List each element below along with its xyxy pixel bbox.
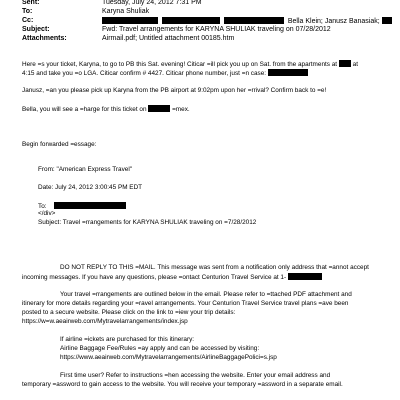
body-text: Janusz, =an you please pick up Karyna from the PB airport at 9:02pm upon her =rrival? Confirm back to =e! [22,87,327,94]
body-paragraph-2 [22,87,378,95]
cc-value [102,17,392,26]
travel-line-1: Your travel =rrangements are outlined below in the email. Please refer to =ttached PDF attachment and [60,291,352,298]
dnr-line-1: DO NOT REPLY TO THIS =MAIL. This message was sent from a notification only address that =annot accept [60,264,369,271]
redaction-box [162,17,220,24]
baggage-line-2: Airline Baggage Fee/Rules =ay apply and can be accessed by visiting: [60,345,260,352]
body-paragraph-1-line-2 [22,69,378,78]
fwd-from: From: "American Express Travel" [38,166,133,173]
cc-label: Cc: [22,17,34,24]
to-value: Karyna Shuliak [102,8,150,15]
body-text: Bella, you will see a =harge for this ticket on [22,106,147,113]
redaction-box [54,202,126,209]
fwd-subject: Subject: Travel =rrangements for KARYNA SHULIAK traveling on =7/28/2012 [38,219,257,226]
subject-label: Subject: [22,26,50,33]
travel-line-2: itinerary for more details regarding your =ravel arrangements. Your Centurion Travel Service travel plans =ave been [22,300,349,307]
forwarded-header: Begin forwarded =essage: [22,141,97,148]
travel-link[interactable]: https://w=w.aeairweb.com/Mytravelarrangements/index.jsp [22,318,188,325]
body-paragraph-1 [22,60,378,69]
body-text: 4:15 and take you =o LGA. Citicar confirm # 4427. Citicar phone number, just =n case: [22,70,267,77]
attachments-label: Attachments: [22,35,67,42]
body-paragraph-3 [22,105,378,114]
body-text: =mex. [172,106,190,113]
sent-label: Sent: [22,0,40,6]
redaction-box [148,105,170,112]
redaction-box [224,17,284,24]
redaction-box [339,60,351,67]
body-text: at [352,61,358,68]
redaction-box [288,273,322,280]
first-time-line-1: First time user? Refer to instructions =hen accessing the website. Enter your email address and [60,372,331,379]
baggage-link[interactable]: https://www.aeairweb.com/Mytravelarrangements/AirlineBaggagePolici=s.jsp [60,354,277,361]
body-text: incoming messages. If you have any questions, please =ontact Centurion Travel Service at 1- [22,274,287,281]
fwd-div-tag: </div> [38,210,56,217]
baggage-line-1: If airline =ickets are purchased for this itinerary: [60,336,195,343]
first-time-line-2: temporary =assword to gain access to the website. You will receive your temporary =assword in a separate email. [22,381,343,388]
sent-value: Tuesday, July 24, 2012 7:31 PM [102,0,202,6]
dnr-line-2 [22,273,378,282]
body-text: Here =s your ticket, Karyna, to go to PB this Sat. evening! Citicar =ill pick you up on Sat. from the apartments at [22,61,338,68]
subject-value: Fwd: Travel arrangements for KARYNA SHULIAK traveling on 07/28/2012 [102,26,331,33]
redaction-box [102,17,158,24]
fwd-date: Date: July 24, 2012 3:00:45 PM EDT [38,184,143,191]
attachments-value[interactable]: Airmail.pdf; Untitled attachment 00185.htm [102,35,235,42]
redaction-box [382,17,392,24]
travel-line-3: posted to a secure website. Please click on the link to =iew your trip details: [22,309,236,316]
redaction-box [268,69,308,76]
cc-row [22,17,382,25]
fwd-to-label: To: [38,203,47,210]
to-label: To: [22,8,33,15]
cc-names: Bella Klein; Janusz Banasiak; [287,18,380,25]
